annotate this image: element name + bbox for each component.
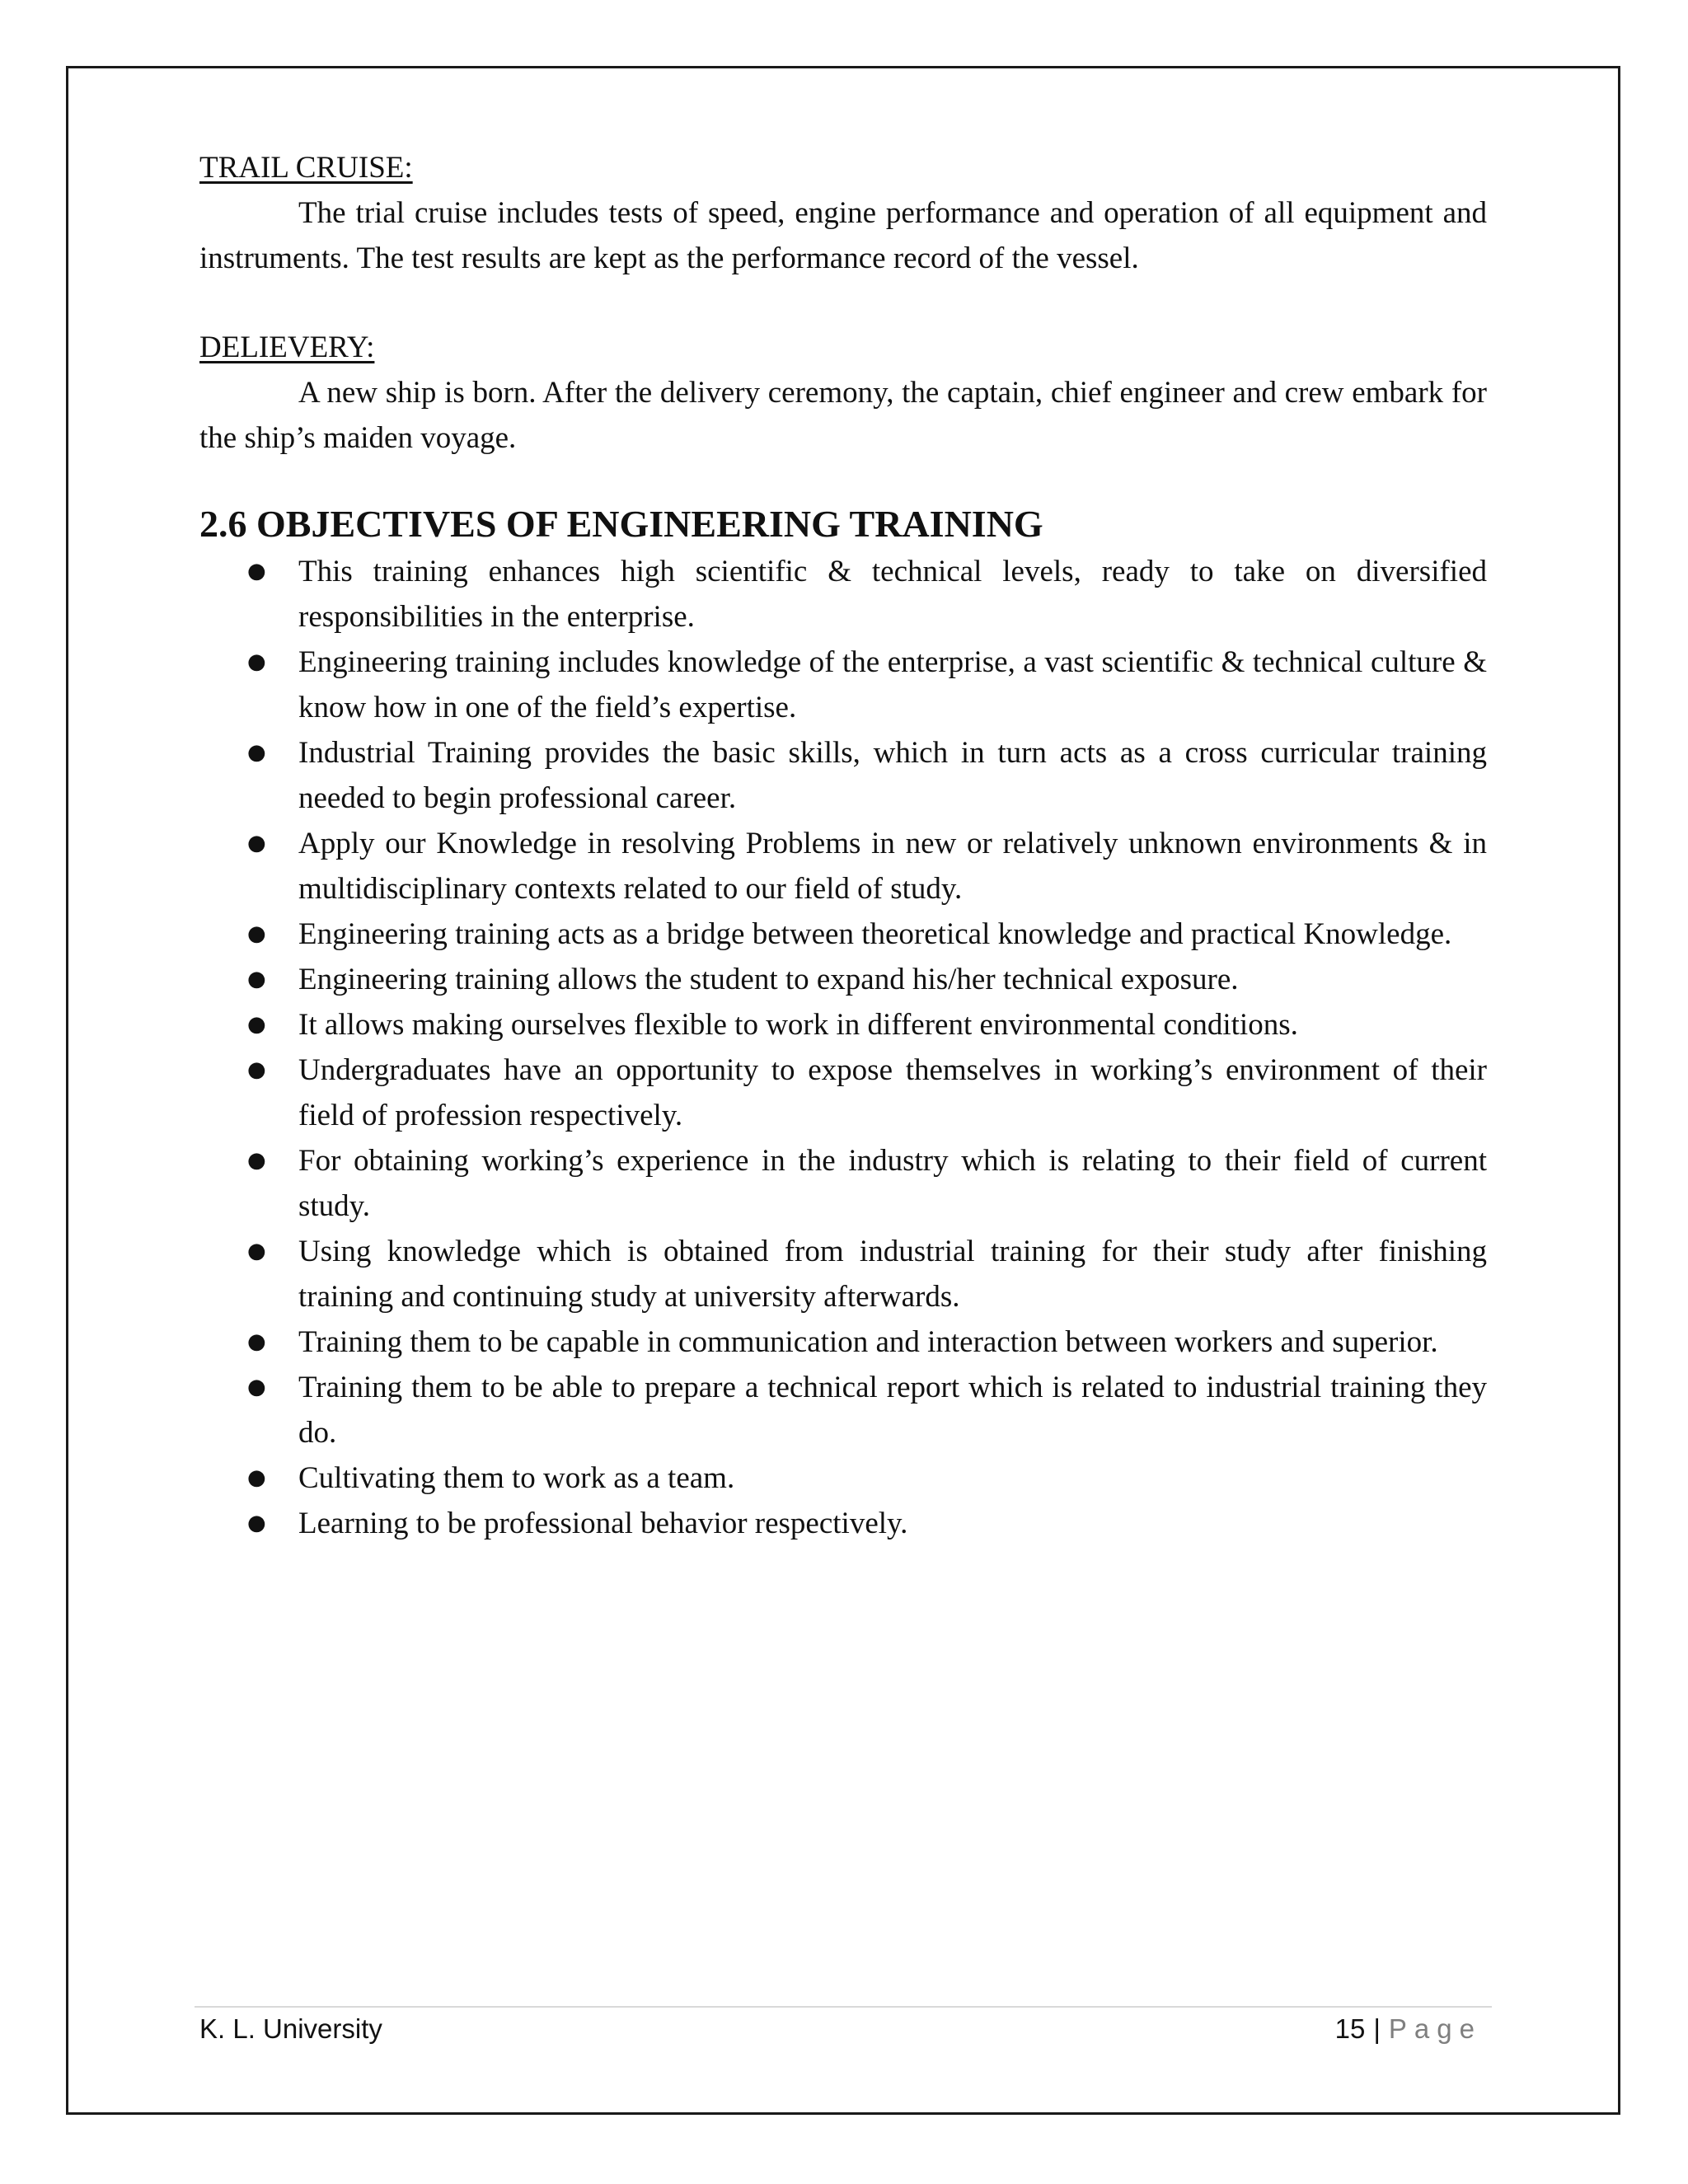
objective-item [247, 549, 1487, 640]
bullet-icon: ● [247, 921, 266, 946]
objective-item [247, 640, 1487, 730]
bullet-icon: ● [247, 1148, 266, 1173]
objectives-heading: 2.6 OBJECTIVES OF ENGINEERING TRAINING [199, 503, 1043, 545]
objective-item [247, 1138, 1487, 1229]
objective-text: Apply our Knowledge in resolving Problems in new or relatively unknown environments & in multidisciplinary contexts related to our field of study. [298, 827, 1487, 906]
objective-text: Engineering training acts as a bridge between theoretical knowledge and practical Knowledge. [298, 917, 1452, 951]
bullet-icon: ● [247, 1012, 266, 1037]
objective-item [247, 1365, 1487, 1455]
bullet-icon: ● [247, 1375, 266, 1399]
footer-rule [195, 2006, 1492, 2008]
bullet-icon: ● [247, 1239, 266, 1263]
objective-item [247, 1047, 1487, 1138]
objective-text: Engineering training allows the student to expand his/her technical exposure. [298, 963, 1239, 996]
objective-item [247, 957, 1487, 1002]
page-number: 15 [1334, 2013, 1366, 2044]
bullet-icon: ● [247, 1329, 266, 1354]
bullet-icon: ● [247, 1465, 266, 1490]
bullet-icon: ● [247, 740, 266, 765]
objective-text: This training enhances high scientific & technical levels, ready to take on diversified responsibilities in the enterprise. [298, 555, 1487, 634]
objective-text: Using knowledge which is obtained from industrial training for their study after finishing training and continuing study at university afterwards. [298, 1235, 1487, 1314]
objective-text: Training them to be capable in communication and interaction between workers and superior. [298, 1325, 1438, 1359]
footer-university: K. L. University [199, 2013, 382, 2044]
bullet-icon: ● [247, 559, 266, 583]
objective-text: Engineering training includes knowledge of the enterprise, a vast scientific & technical culture & know how in one of the field’s expertise. [298, 645, 1487, 724]
objective-item [247, 730, 1487, 821]
objective-item [247, 1501, 1487, 1546]
document-body [199, 145, 1487, 1546]
delivery-heading: DELIEVERY: [199, 330, 375, 364]
delivery-paragraph: A new ship is born. After the delivery ceremony, the captain, chief engineer and crew embark for the ship’s maiden voyage. [199, 376, 1487, 455]
objective-text: Cultivating them to work as a team. [298, 1461, 735, 1495]
objective-item [247, 1002, 1487, 1047]
objective-text: Training them to be able to prepare a technical report which is related to industrial training they do. [298, 1371, 1487, 1450]
objective-item [247, 912, 1487, 957]
bullet-icon: ● [247, 1057, 266, 1082]
objective-item [247, 821, 1487, 912]
objective-text: For obtaining working’s experience in the industry which is relating to their field of current study. [298, 1144, 1487, 1223]
spacer [199, 281, 1487, 325]
bullet-icon: ● [247, 967, 266, 991]
footer-page-info [1335, 2011, 1482, 2047]
objective-text: Undergraduates have an opportunity to expose themselves in working’s environment of their field of profession respectively. [298, 1053, 1487, 1132]
bullet-icon: ● [247, 1511, 266, 1535]
objective-text: Learning to be professional behavior respectively. [298, 1507, 908, 1540]
bullet-icon: ● [247, 831, 266, 855]
objective-item [247, 1455, 1487, 1501]
bullet-icon: ● [247, 649, 266, 674]
page-word: Page [1388, 2013, 1482, 2044]
objective-item [247, 1229, 1487, 1319]
trail-cruise-heading: TRAIL CRUISE: [199, 151, 413, 185]
objective-text: Industrial Training provides the basic skills, which in turn acts as a cross curricular training needed to begin professional career. [298, 736, 1487, 815]
trail-cruise-paragraph: The trial cruise includes tests of speed, engine performance and operation of all equipment and instruments. The test results are kept as the performance record of the vessel. [199, 196, 1487, 275]
objective-item [247, 1319, 1487, 1365]
objective-text: It allows making ourselves flexible to work in different environmental conditions. [298, 1008, 1298, 1042]
objectives-list [199, 549, 1487, 1546]
footer-separator: | [1373, 2013, 1381, 2044]
